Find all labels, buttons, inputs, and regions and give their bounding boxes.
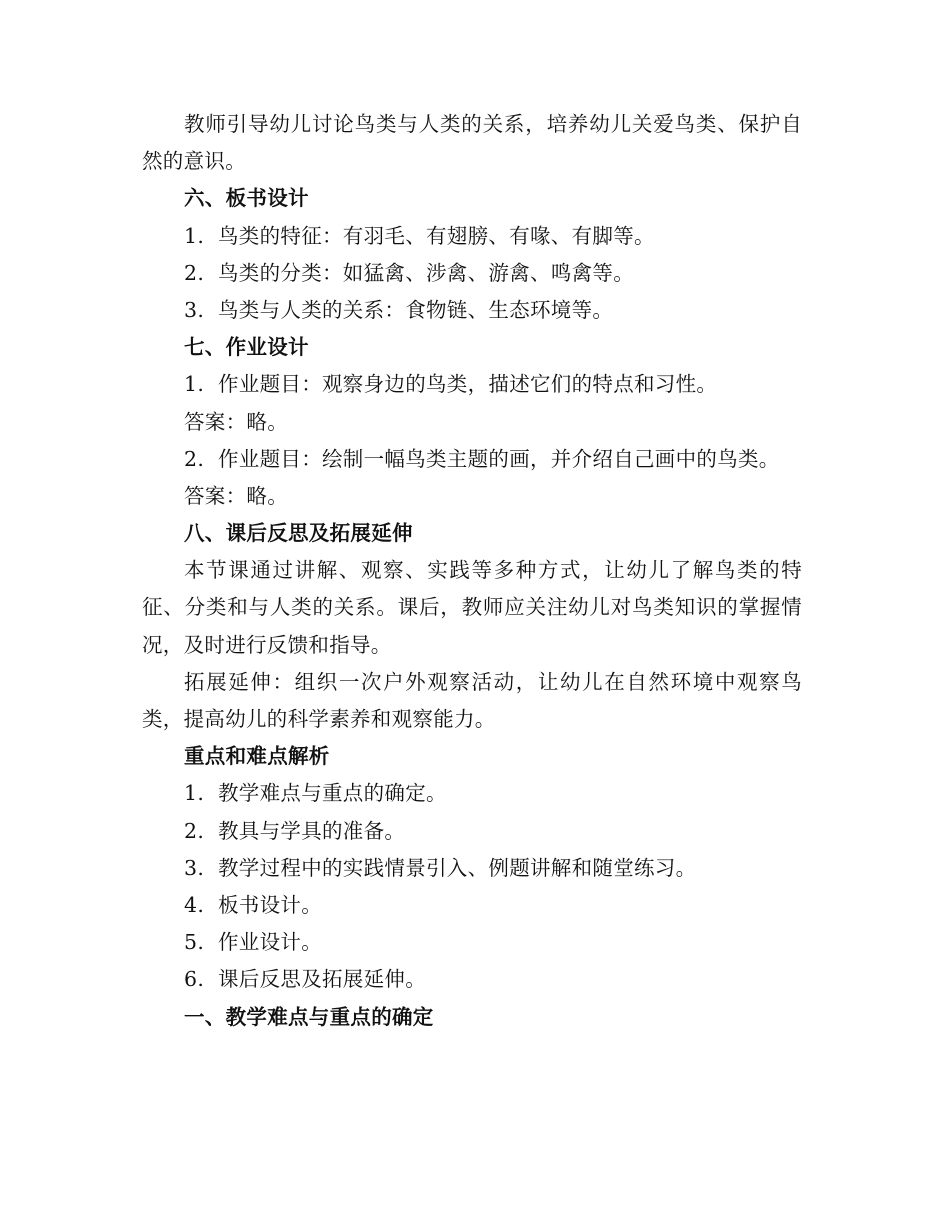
list-item xyxy=(142,441,802,478)
paragraph-bird-human-relationship: 教师引导幼儿讨论鸟类与人类的关系，培养幼儿关爱鸟类、保护自然的意识。 xyxy=(142,112,802,174)
document-body xyxy=(142,106,802,1036)
list-number: 2. xyxy=(184,818,205,843)
list-item xyxy=(142,775,802,812)
section-heading-key-points: 重点和难点解析 xyxy=(184,744,330,769)
list-item-text: 课后反思及拓展延伸。 xyxy=(218,967,426,992)
list-number: 1. xyxy=(184,781,205,806)
list-item xyxy=(142,813,802,850)
list-item xyxy=(142,292,802,329)
list-item xyxy=(142,255,802,292)
section-heading-teaching-difficulties: 一、教学难点与重点的确定 xyxy=(184,1004,434,1029)
list-item-text: 作业题目：观察身边的鸟类，描述它们的特点和习性。 xyxy=(218,372,718,397)
list-number: 1. xyxy=(184,372,205,397)
list-number: 6. xyxy=(184,967,205,992)
list-item xyxy=(142,366,802,403)
list-number: 3. xyxy=(184,855,205,880)
list-item-text: 教具与学具的准备。 xyxy=(218,818,406,843)
list-item-text: 板书设计。 xyxy=(218,893,322,918)
list-item-text: 教学过程中的实践情景引入、例题讲解和随堂练习。 xyxy=(218,855,697,880)
list-item xyxy=(142,961,802,998)
list-item-text: 作业设计。 xyxy=(218,930,322,955)
list-item xyxy=(142,850,802,887)
list-number: 2. xyxy=(184,446,205,471)
list-item-text: 鸟类的特征：有羽毛、有翅膀、有喙、有脚等。 xyxy=(218,223,655,248)
list-item-text: 作业题目：绘制一幅鸟类主题的画，并介绍自己画中的鸟类。 xyxy=(218,446,780,471)
list-item-text: 鸟类的分类：如猛禽、涉禽、游禽、鸣禽等。 xyxy=(218,260,634,285)
list-item xyxy=(142,218,802,255)
paragraph-reflection: 本节课通过讲解、观察、实践等多种方式，让幼儿了解鸟类的特征、分类和与人类的关系。课后，教师应关注幼儿对鸟类知识的掌握情况，及时进行反馈和指导。 xyxy=(142,558,802,657)
section-heading-homework-design: 七、作业设计 xyxy=(184,335,309,360)
list-item xyxy=(142,924,802,961)
list-number: 1. xyxy=(184,223,205,248)
list-number: 3. xyxy=(184,297,205,322)
answer-line: 答案：略。 xyxy=(184,409,288,434)
list-item xyxy=(142,887,802,924)
list-number: 4. xyxy=(184,893,205,918)
list-item-text: 教学难点与重点的确定。 xyxy=(218,781,447,806)
section-heading-reflection-extension: 八、课后反思及拓展延伸 xyxy=(184,521,413,546)
list-number: 5. xyxy=(184,930,205,955)
paragraph-extension: 拓展延伸：组织一次户外观察活动，让幼儿在自然环境中观察鸟类，提高幼儿的科学素养和观察能力。 xyxy=(142,669,802,732)
section-heading-board-design: 六、板书设计 xyxy=(184,186,309,211)
list-item-text: 鸟类与人类的关系：食物链、生态环境等。 xyxy=(218,297,614,322)
answer-line: 答案：略。 xyxy=(184,483,288,508)
list-number: 2. xyxy=(184,260,205,285)
